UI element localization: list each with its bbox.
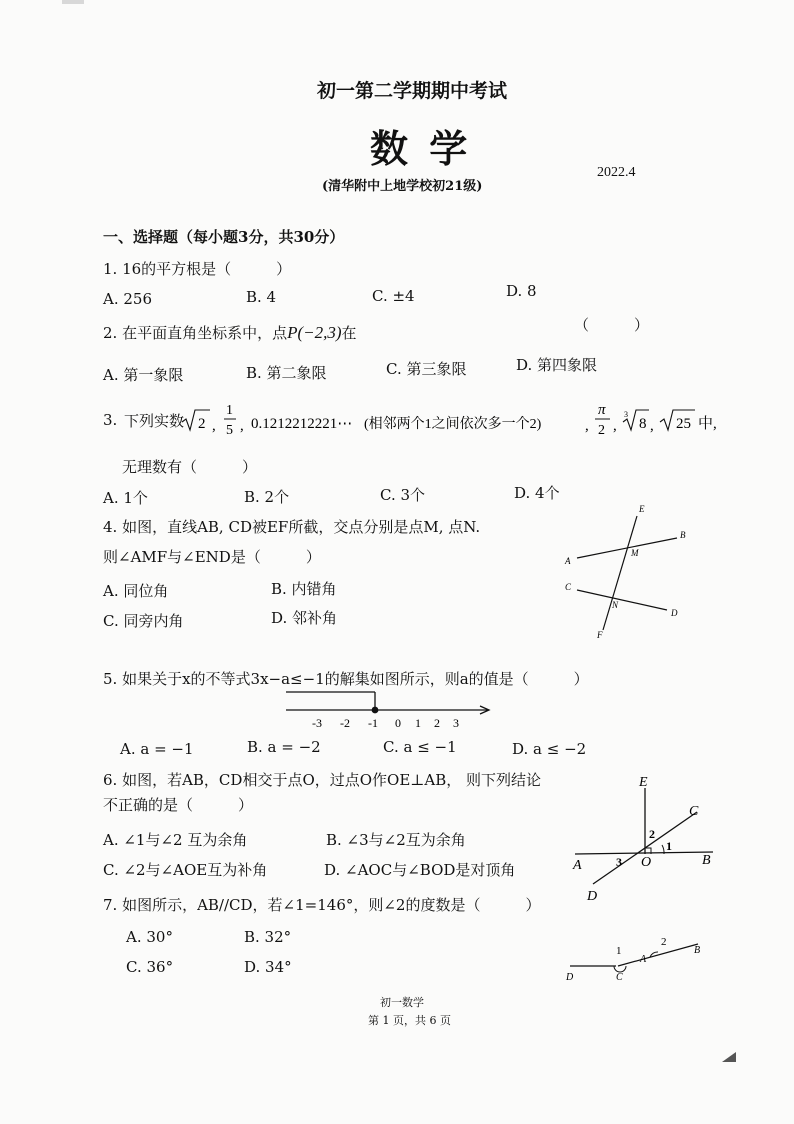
q5-stem: 5. 如果关于x的不等式3x−a≤−1的解集如图所示，则a的值是（ ）: [103, 670, 589, 688]
label-c: C: [565, 582, 572, 592]
q6-option-b: B. ∠3与∠2互为余角: [326, 831, 466, 849]
pi-denominator: 2: [598, 423, 605, 438]
comma-2: ,: [240, 418, 244, 434]
footer-page-number: 第 1 页，共 6 页: [368, 1014, 451, 1027]
label-angle-1: 1: [666, 839, 672, 853]
frac-numerator: 1: [226, 403, 233, 418]
q2-option-a: A. 第一象限: [103, 366, 184, 384]
label-angle-3: 3: [616, 855, 622, 869]
q2-option-b: B. 第二象限: [246, 364, 327, 382]
q3-option-d: D. 4个: [514, 484, 560, 502]
subject-title: 数 学: [370, 127, 472, 171]
label-m: M: [631, 548, 639, 558]
tick-0: 0: [395, 716, 401, 730]
line-ab: [618, 944, 701, 966]
line-ef: [603, 516, 637, 630]
q1-option-b: B. 4: [246, 288, 277, 306]
section-heading: 一、选择题（每小题3分，共30分）: [103, 228, 345, 246]
scan-mark: [62, 0, 84, 4]
q4-option-c: C. 同旁内角: [103, 612, 184, 630]
tick-3: 3: [453, 716, 459, 730]
sqrt25-radicand: 25: [676, 416, 691, 432]
q6-figure: [565, 772, 725, 904]
line-ab: [577, 538, 677, 558]
label-o: O: [641, 855, 652, 870]
label-b: B: [694, 945, 701, 956]
comma-1: ,: [212, 418, 216, 434]
q4-line2: 则∠AMF与∠END是（ ）: [103, 548, 321, 566]
q4-option-b: B. 内错角: [271, 580, 337, 598]
label-a: A: [573, 858, 582, 873]
comma-5: ,: [650, 418, 654, 434]
frac-denominator: 5: [226, 423, 233, 438]
q2-answer-paren: （ ）: [574, 316, 650, 334]
q6-option-a: A. ∠1与∠2 互为余角: [103, 831, 248, 849]
q3-number: 3.: [103, 411, 118, 429]
q5-number-line: [282, 686, 496, 730]
tick-1: 1: [415, 716, 421, 730]
school-name: (清华附中上地学校初21级): [322, 179, 483, 194]
q1-option-d: D. 8: [506, 282, 537, 300]
q2-stem-prefix: 2. 在平面直角坐标系中，点: [103, 324, 288, 342]
pi-numerator: π: [598, 402, 606, 418]
label-angle-2: 2: [661, 936, 667, 948]
q1-stem: 1. 16的平方根是（ ）: [103, 260, 292, 278]
label-a: A: [640, 954, 647, 965]
label-e: E: [639, 775, 648, 790]
label-c: C: [616, 972, 623, 983]
exam-title: 初一第二学期期中考试: [317, 80, 508, 102]
q6-line1: 6. 如图，若AB，CD相交于点O，过点O作OE⊥AB， 则下列结论: [103, 771, 542, 789]
comma-4: ,: [613, 418, 617, 434]
q7-option-c: C. 36°: [126, 958, 174, 976]
q3-option-c: C. 3个: [380, 486, 426, 504]
line-ab: [575, 852, 713, 854]
q1-option-c: C. ±4: [372, 287, 415, 305]
tick-minus2: -2: [340, 716, 350, 730]
q3-decimal: 0.1212212221⋯: [251, 416, 353, 432]
q3-line2: 无理数有（ ）: [122, 458, 258, 476]
q6-option-c: C. ∠2与∠AOE互为补角: [103, 861, 268, 879]
q5-option-b: B. a = −2: [247, 738, 321, 756]
label-angle-1: 1: [616, 945, 622, 957]
tick-minus3: -3: [312, 716, 322, 730]
tick-2: 2: [434, 716, 440, 730]
q4-figure: [555, 498, 705, 646]
footer-subject: 初一数学: [380, 996, 424, 1009]
q1-option-a: A. 256: [103, 290, 152, 308]
cbrt-index: 3: [624, 410, 628, 419]
q4-option-d: D. 邻补角: [271, 609, 338, 627]
cbrt-radicand: 8: [639, 416, 647, 432]
label-d: D: [587, 889, 598, 904]
q3-option-a: A. 1个: [103, 489, 148, 507]
q3-text: 下列实数: [124, 412, 185, 430]
q3-math-expression: [180, 398, 740, 442]
q7-option-d: D. 34°: [244, 958, 292, 976]
label-d: D: [671, 608, 678, 618]
label-a: A: [565, 556, 571, 566]
comma-3: ,: [585, 418, 589, 434]
label-b: B: [680, 530, 686, 540]
line-cd: [577, 590, 667, 610]
sqrt-sign: [182, 410, 210, 430]
scan-artifact: [722, 1052, 736, 1062]
label-n: N: [612, 600, 619, 610]
q3-end: 中,: [698, 416, 717, 432]
label-angle-2: 2: [649, 827, 655, 841]
label-e: E: [639, 504, 645, 514]
q7-option-b: B. 32°: [244, 928, 292, 946]
sqrt2-radicand: 2: [198, 416, 206, 432]
label-d: D: [566, 972, 574, 983]
q2-option-c: C. 第三象限: [386, 360, 467, 378]
q2-stem-suffix: 在: [341, 324, 357, 342]
exam-date: 2022.4: [597, 165, 636, 180]
q4-option-a: A. 同位角: [103, 582, 169, 600]
q2-stem: [103, 322, 357, 343]
label-c: C: [689, 804, 699, 819]
q7-figure: [560, 928, 720, 986]
q6-line2: 不正确的是（ ）: [103, 796, 254, 814]
q7-option-a: A. 30°: [126, 928, 173, 946]
q3-option-b: B. 2个: [244, 488, 290, 506]
q5-option-d: D. a ≤ −2: [512, 740, 587, 758]
q6-option-d: D. ∠AOC与∠BOD是对顶角: [324, 861, 516, 879]
label-f: F: [597, 630, 603, 640]
q5-option-a: A. a = −1: [120, 740, 194, 758]
q5-option-c: C. a ≤ −1: [383, 738, 457, 756]
label-b: B: [702, 853, 711, 868]
tick-minus1: -1: [368, 716, 378, 730]
q2-option-d: D. 第四象限: [516, 356, 598, 374]
q7-stem: 7. 如图所示，AB//CD，若∠1=146°，则∠2的度数是（ ）: [103, 896, 541, 914]
q4-line1: 4. 如图，直线AB, CD被EF所截，交点分别是点M, 点N.: [103, 518, 481, 536]
closed-point: [372, 707, 379, 714]
q3-note: (相邻两个1之间依次多一个2): [364, 417, 542, 432]
q2-point: P(−2,3): [287, 323, 342, 342]
